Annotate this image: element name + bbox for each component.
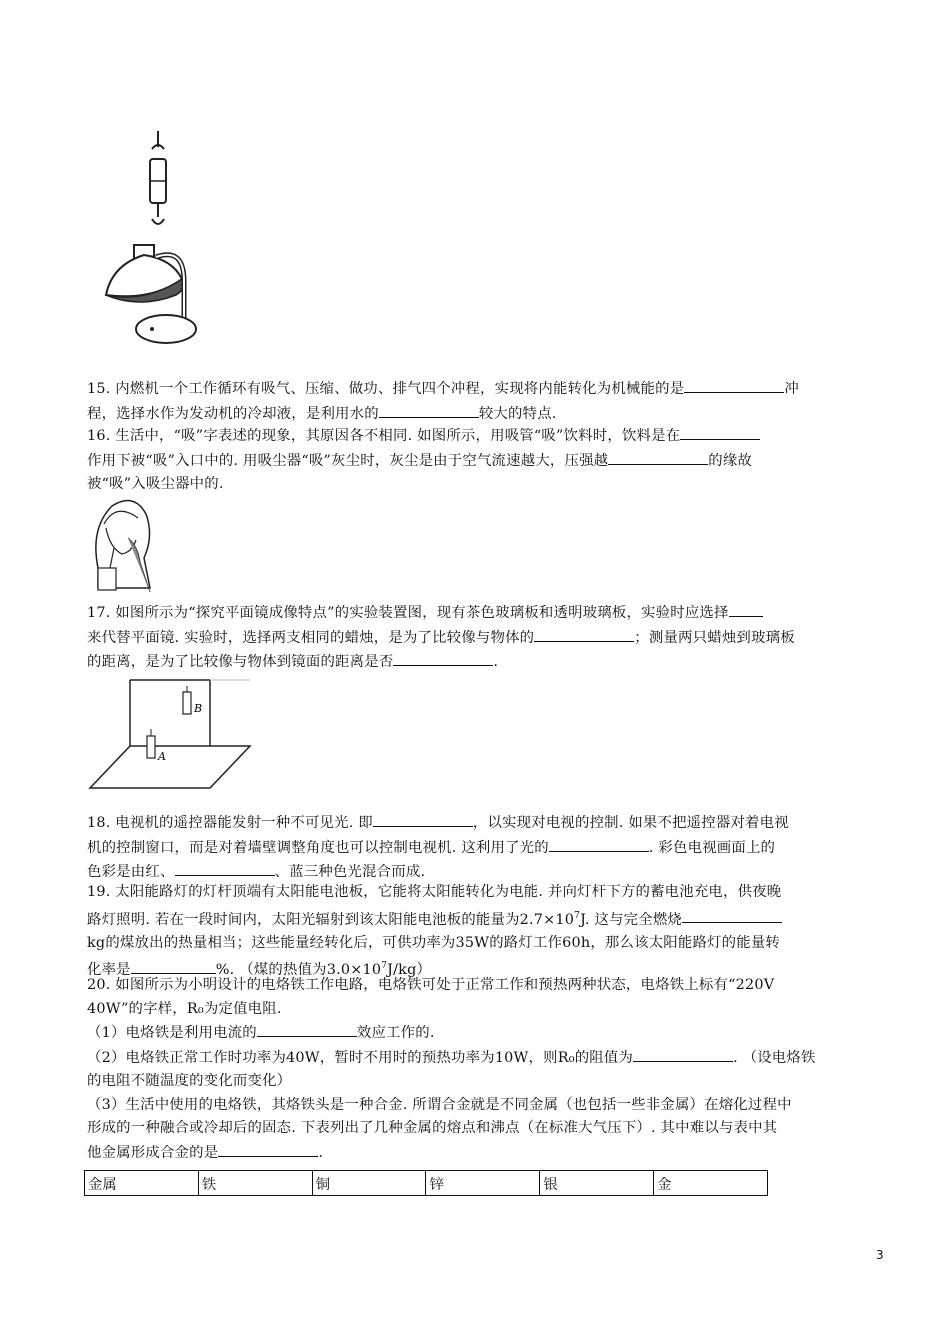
q15-text-1b: 冲 xyxy=(784,381,799,397)
q18-blank-3 xyxy=(175,860,275,876)
q15-text-1a: 15. 内燃机一个工作循环有吸气、压缩、做功、排气四个冲程，实现将内能转化为机械能的是 xyxy=(87,381,685,397)
q17-blank-1 xyxy=(729,601,763,617)
q17-text-2a: 来代替平面镜. 实验时，选择两支相同的蜡烛，是为了比较像与物体的 xyxy=(87,629,535,646)
q20-p2c: 的电阻不随温度的变化而变化） xyxy=(87,1073,292,1089)
question-20 xyxy=(87,974,867,1165)
spring-scale-lamp-figure xyxy=(86,127,206,359)
q19-text-4c: J/kg） xyxy=(387,962,432,979)
q20-p3c: 他金属形成合金的是 xyxy=(87,1144,219,1161)
q18-text-2a: 机的控制窗口，而是对着墙壁调整角度也可以控制电视机. 这利用了光的 xyxy=(87,839,549,856)
table-cell: 金 xyxy=(654,1171,768,1196)
q17-text-3b: . xyxy=(493,654,499,670)
q20-p2a: （2）电烙铁正常工作时功率为40W，暂时不用时的预热功率为10W，则R₀的阻值为 xyxy=(87,1049,634,1066)
q20-p3d: . xyxy=(318,1144,324,1161)
q18-text-3b: 、蓝三种色光混合而成. xyxy=(274,864,426,880)
q19-blank-2 xyxy=(131,958,216,974)
q16-text-2a: 作用下被“吸”入口中的. 用吸尘器“吸”灰尘时，灰尘是由于空气流速越大，压强越 xyxy=(87,452,609,469)
q20-text-2: 40W”的字样，R₀为定值电阻. xyxy=(87,1000,282,1017)
q18-blank-1 xyxy=(373,811,473,827)
question-15 xyxy=(87,377,867,426)
q18-text-1a: 18. 电视机的遥控器能发射一种不可见光. 即 xyxy=(87,815,373,831)
table-cell: 铜 xyxy=(312,1171,426,1196)
q20-p1a: （1）电烙铁是利用电流的 xyxy=(87,1025,257,1041)
q19-text-2a: 路灯照明. 若在一段时间内，太阳光辐射到该太阳能电池板的能量为2.7×10 xyxy=(87,911,575,928)
straw-drinking-figure xyxy=(88,498,152,594)
table-cell: 银 xyxy=(540,1171,654,1196)
label-a: A xyxy=(158,750,166,763)
q19-text-2b: J. 这与完全燃烧 xyxy=(580,911,683,928)
q19-blank-1 xyxy=(682,907,782,923)
q17-text-3a: 的距离，是为了比较像与物体到镜面的距离是否 xyxy=(87,654,394,670)
question-16 xyxy=(87,424,867,497)
table-row xyxy=(85,1171,768,1196)
q19-text-1: 19. 太阳能路灯的灯杆顶端有太阳能电池板，它能将太阳能转化为电能. 并向灯杆下方的蓄电池充电，供夜晚 xyxy=(87,884,782,900)
q16-text-3: 被“吸”入吸尘器中的. xyxy=(87,476,224,492)
q15-text-2b: 较大的特点. xyxy=(478,405,557,422)
q20-p1b: 效应工作的. xyxy=(356,1025,435,1041)
q19-text-3: kg的煤放出的热量相当；这些能量经转化后，可供功率为35W的路灯工作60h，那么该太阳能路灯的能量转 xyxy=(87,934,781,951)
q18-text-1b: ，以实现对电视的控制. 如果不把遥控器对着电视 xyxy=(472,815,789,831)
question-17 xyxy=(87,601,867,675)
plane-mirror-setup-figure xyxy=(86,672,252,792)
q19-exp-2: 7 xyxy=(381,961,388,972)
q18-text-2b: . 彩色电视画面上的 xyxy=(648,839,776,856)
q15-blank-2 xyxy=(379,402,479,418)
q20-p3b: 形成的一种融合或冷却后的固态. 下表列出了几种金属的熔点和沸点（在标准大气压下）. 其中难以与表中其 xyxy=(87,1120,778,1136)
q20-blank-1 xyxy=(257,1021,357,1037)
q20-p2b: . （设电烙铁 xyxy=(733,1049,816,1066)
table-cell: 铁 xyxy=(198,1171,312,1196)
q19-text-4b: %. （煤的热值为3.0×10 xyxy=(215,962,382,979)
q18-text-3a: 色彩是由红、 xyxy=(87,864,175,880)
q19-text-4a: 化率是 xyxy=(87,962,131,979)
q17-text-1a: 17. 如图所示为“探究平面镜成像特点”的实验装置图，现有茶色玻璃板和透明玻璃板，实验时应选择 xyxy=(87,605,729,621)
q17-blank-2 xyxy=(534,626,634,642)
q19-exp-1: 7 xyxy=(574,910,581,921)
label-b: B xyxy=(194,702,203,715)
q18-blank-2 xyxy=(549,836,649,852)
q16-text-2b: 的缘故 xyxy=(708,452,753,469)
q20-text-1: 20. 如图所示为小明设计的电烙铁工作电路，电烙铁可处于正常工作和预热两种状态，电烙铁上标有“220V xyxy=(87,977,775,993)
q15-blank-1 xyxy=(684,377,784,393)
q17-text-2b: ；测量两只蜡烛到玻璃板 xyxy=(634,629,795,646)
metals-table xyxy=(84,1170,768,1196)
table-cell: 锌 xyxy=(426,1171,540,1196)
q16-blank-1 xyxy=(680,424,760,440)
q20-blank-2 xyxy=(633,1046,733,1062)
q20-blank-3 xyxy=(218,1141,318,1157)
table-cell: 金属 xyxy=(85,1171,199,1196)
q17-blank-3 xyxy=(393,650,493,666)
page-number: 3 xyxy=(876,1248,884,1262)
q16-blank-2 xyxy=(608,449,708,465)
q20-p3a: （3）生活中使用的电烙铁，其烙铁头是一种合金. 所谓合金就是不同金属（也包括一些非金属）在熔化过程中 xyxy=(87,1096,792,1113)
q15-text-2a: 程，选择水作为发动机的冷却液，是利用水的 xyxy=(87,405,379,422)
question-18 xyxy=(87,811,867,885)
q16-text-1a: 16. 生活中，“吸”字表述的现象，其原因各不相同. 如图所示，用吸管“吸”饮料时，饮料是在 xyxy=(87,428,681,444)
question-19 xyxy=(87,881,867,983)
